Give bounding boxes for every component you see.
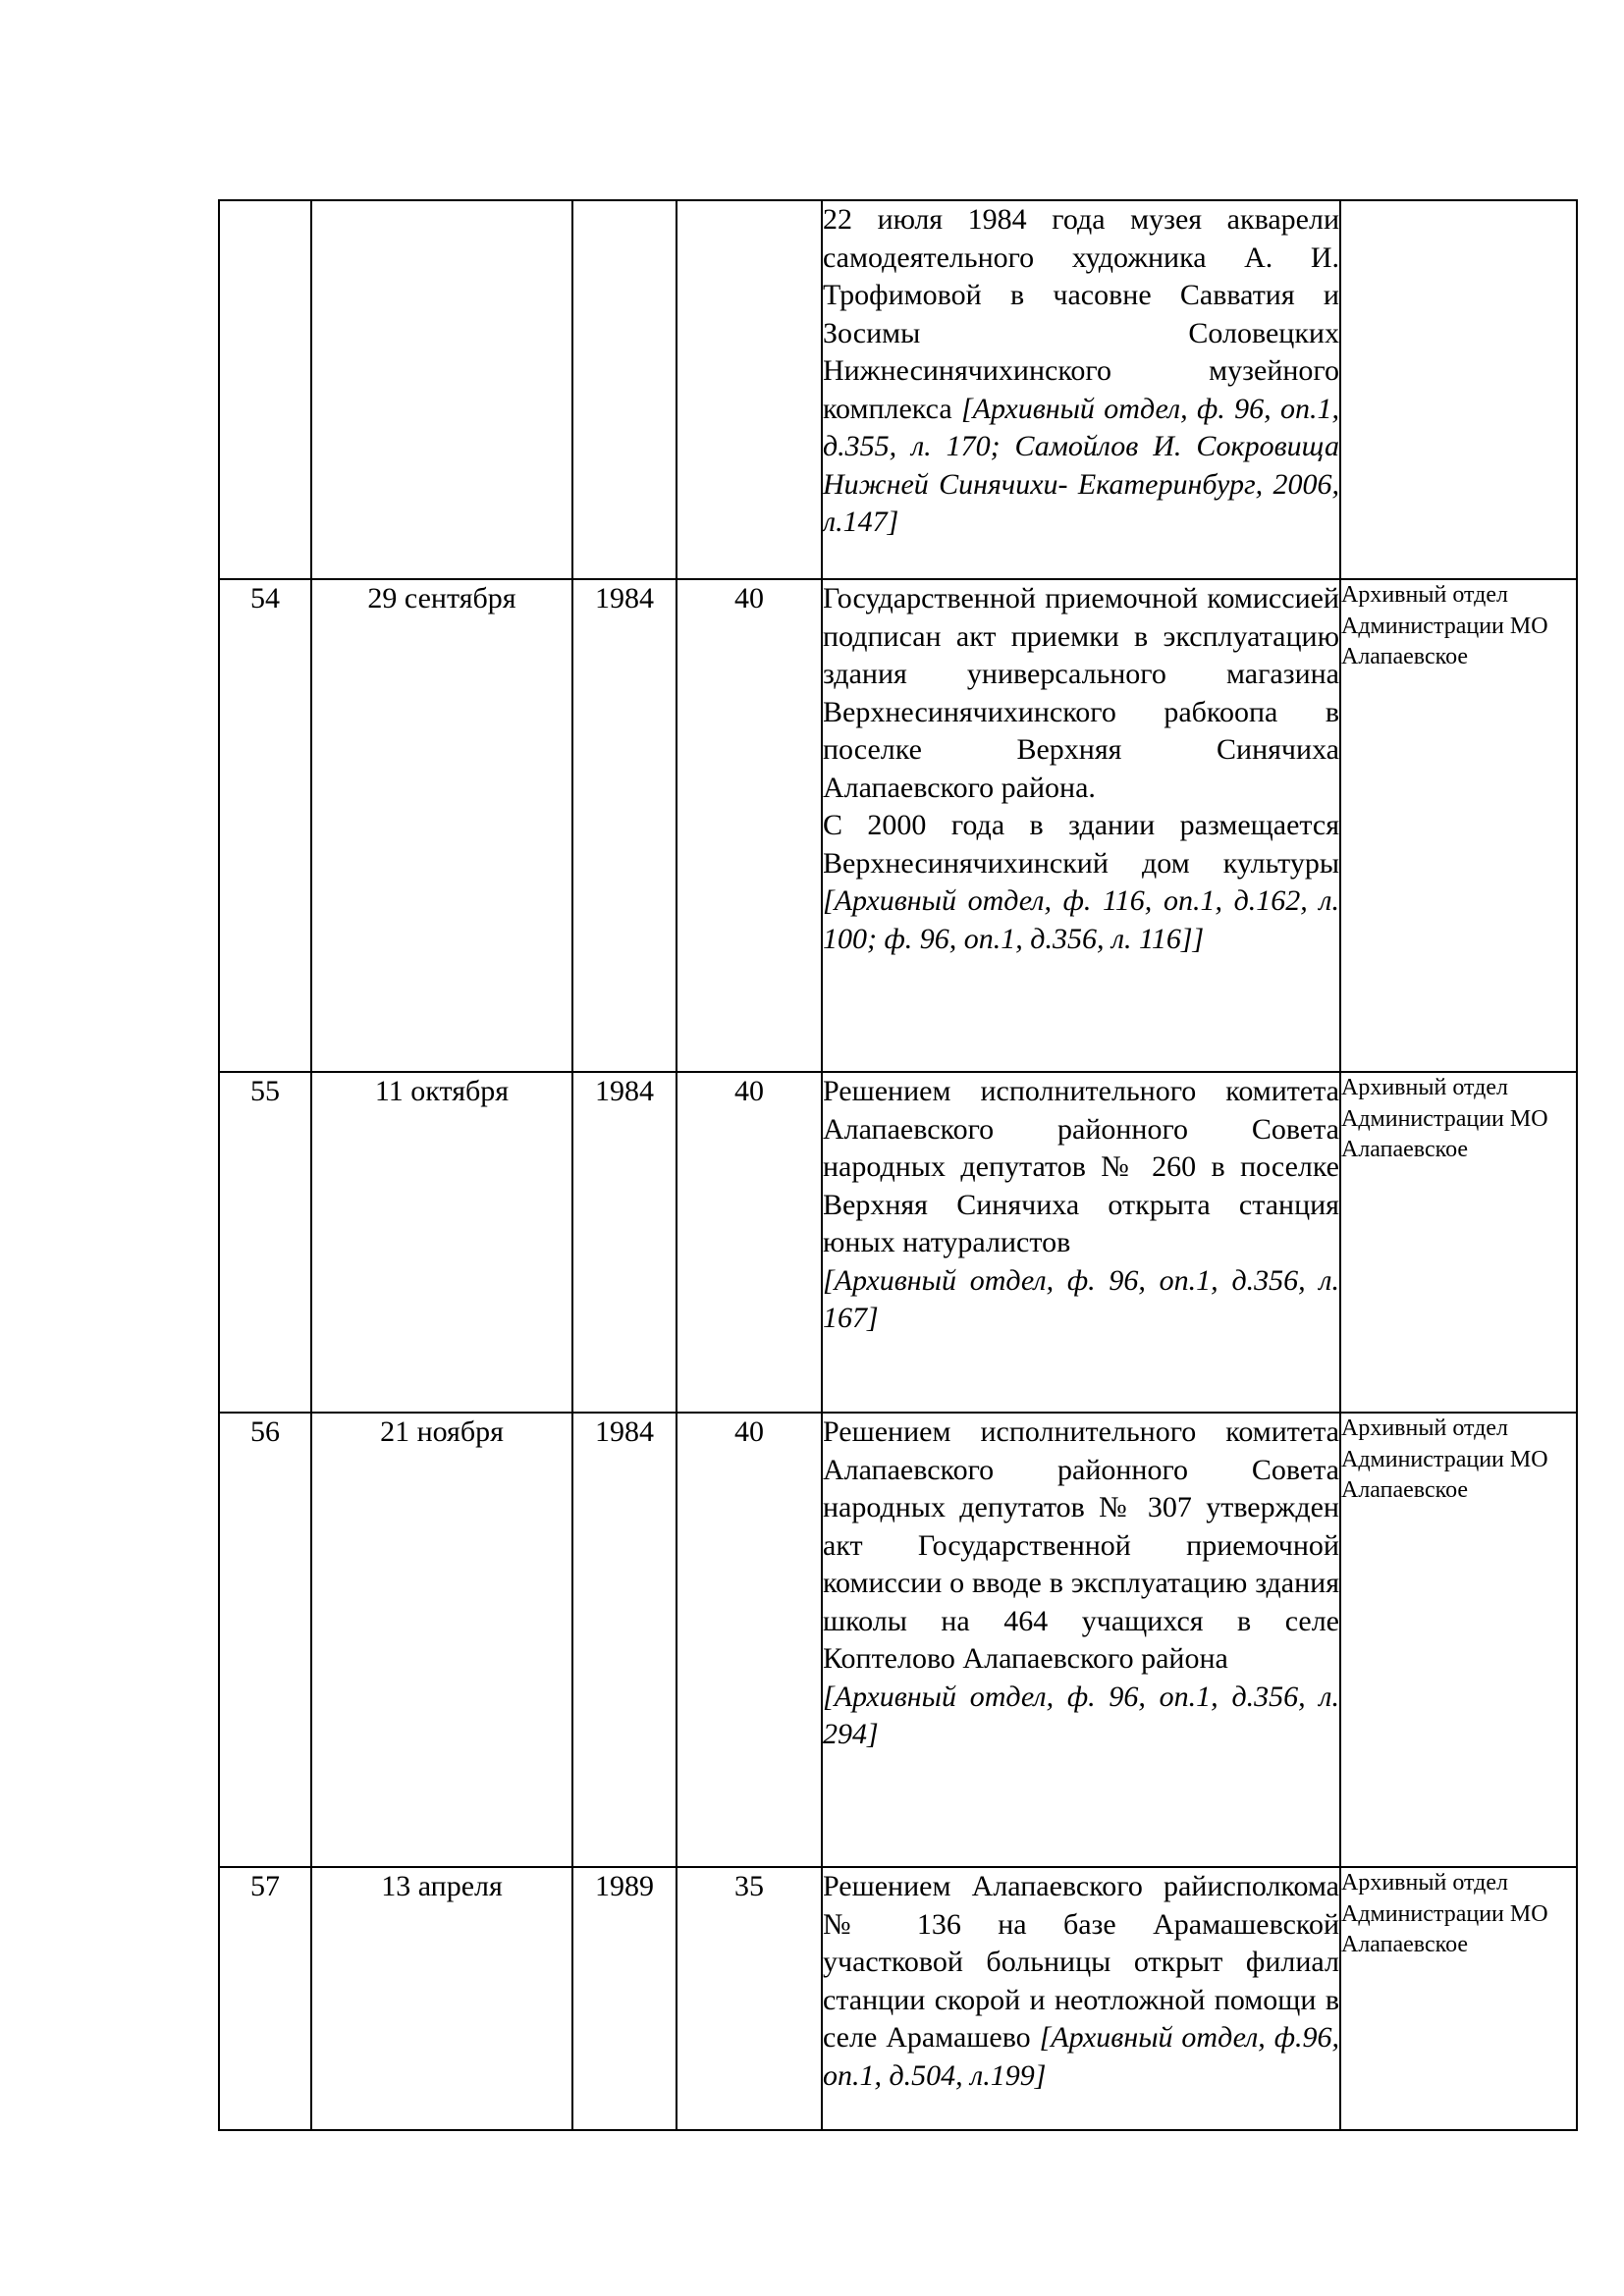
event-paragraph (823, 1414, 1339, 1679)
archive-reference: [Архивный отдел, ф. 96, оп.1, д.356, л. 167] (823, 1263, 1339, 1334)
table-row (219, 200, 1577, 579)
entry-date: 11 октября (311, 1072, 572, 1413)
event-paragraph (823, 1679, 1339, 1754)
event-paragraph (823, 1073, 1339, 1262)
entry-source: Архивный отдел Администрации МО Алапаевское (1340, 1072, 1577, 1413)
entry-date (311, 200, 572, 579)
event-paragraph (823, 1868, 1339, 2095)
entry-event (822, 1072, 1340, 1413)
entry-date: 29 сентября (311, 579, 572, 1072)
event-text: 22 июля 1984 года музея акварели самодеятельного художника А. И. Трофимовой в часовне Савватия и Зосимы Соловецких Нижнесинячихинского музейного комплекса (823, 203, 1339, 425)
entry-number: 54 (219, 579, 311, 1072)
event-text: Решением Алапаевского райисполкома № 136 на базе Арамашевской участковой больницы открыт филиал станции скорой и неотложной помощи в селе Арамашево (823, 1870, 1339, 2054)
table-row (219, 1072, 1577, 1413)
entry-source: Архивный отдел Администрации МО Алапаевское (1340, 1867, 1577, 2130)
table-row (219, 1413, 1577, 1867)
event-text: Государственной приемочной комиссией подписан акт приемки в эксплуатацию здания универсального магазина Верхнесинячихинского рабкоопа в поселке Верхняя Синячиха Алапаевского района. (823, 582, 1339, 804)
entry-number: 57 (219, 1867, 311, 2130)
event-text: С 2000 года в здании размещается Верхнесинячихинский дом культуры (823, 809, 1339, 880)
entry-source: Архивный отдел Администрации МО Алапаевское (1340, 1413, 1577, 1867)
entry-anniversary: 40 (677, 1413, 822, 1867)
entry-source: Архивный отдел Администрации МО Алапаевское (1340, 579, 1577, 1072)
entry-anniversary: 35 (677, 1867, 822, 2130)
entry-date: 21 ноября (311, 1413, 572, 1867)
event-paragraph (823, 807, 1339, 958)
event-text: Решением исполнительного комитета Алапаевского районного Совета народных депутатов № 307 утвержден акт Государственной приемочной комиссии о вводе в эксплуатацию здания школы на 464 учащихся в селе Коптелово Алапаевского района (823, 1415, 1339, 1675)
entry-year: 1984 (572, 579, 677, 1072)
table-row (219, 1867, 1577, 2130)
entry-anniversary: 40 (677, 1072, 822, 1413)
archive-reference: [Архивный отдел, ф. 96, оп.1, д.356, л. 294] (823, 1680, 1339, 1750)
entry-date: 13 апреля (311, 1867, 572, 2130)
event-paragraph (823, 201, 1339, 542)
entry-source (1340, 200, 1577, 579)
entry-event (822, 1867, 1340, 2130)
entry-anniversary (677, 200, 822, 579)
entry-number: 55 (219, 1072, 311, 1413)
chronicle-table (218, 199, 1578, 2131)
entry-year: 1984 (572, 1413, 677, 1867)
archive-reference: [Архивный отдел, ф.96, оп.1, д.504, л.199] (823, 2021, 1340, 2092)
entry-number: 56 (219, 1413, 311, 1867)
entry-event (822, 200, 1340, 579)
entry-year: 1989 (572, 1867, 677, 2130)
archive-reference: [Архивный отдел, ф. 96, оп.1, д.355, л. 170; Самойлов И. Сокровища Нижней Синячихи- Екатеринбург, 2006, л.147] (823, 392, 1339, 538)
entry-event (822, 579, 1340, 1072)
entry-event (822, 1413, 1340, 1867)
entry-year (572, 200, 677, 579)
archive-reference: [Архивный отдел, ф. 116, оп.1, д.162, л. 100; ф. 96, оп.1, д.356, л. 116]] (823, 884, 1339, 955)
entry-year: 1984 (572, 1072, 677, 1413)
event-paragraph (823, 1262, 1339, 1338)
entry-number (219, 200, 311, 579)
table-row (219, 579, 1577, 1072)
event-paragraph (823, 580, 1339, 807)
event-text: Решением исполнительного комитета Алапаевского районного Совета народных депутатов № 260 в поселке Верхняя Синячиха открыта станция юных натуралистов (823, 1075, 1339, 1258)
entry-anniversary: 40 (677, 579, 822, 1072)
